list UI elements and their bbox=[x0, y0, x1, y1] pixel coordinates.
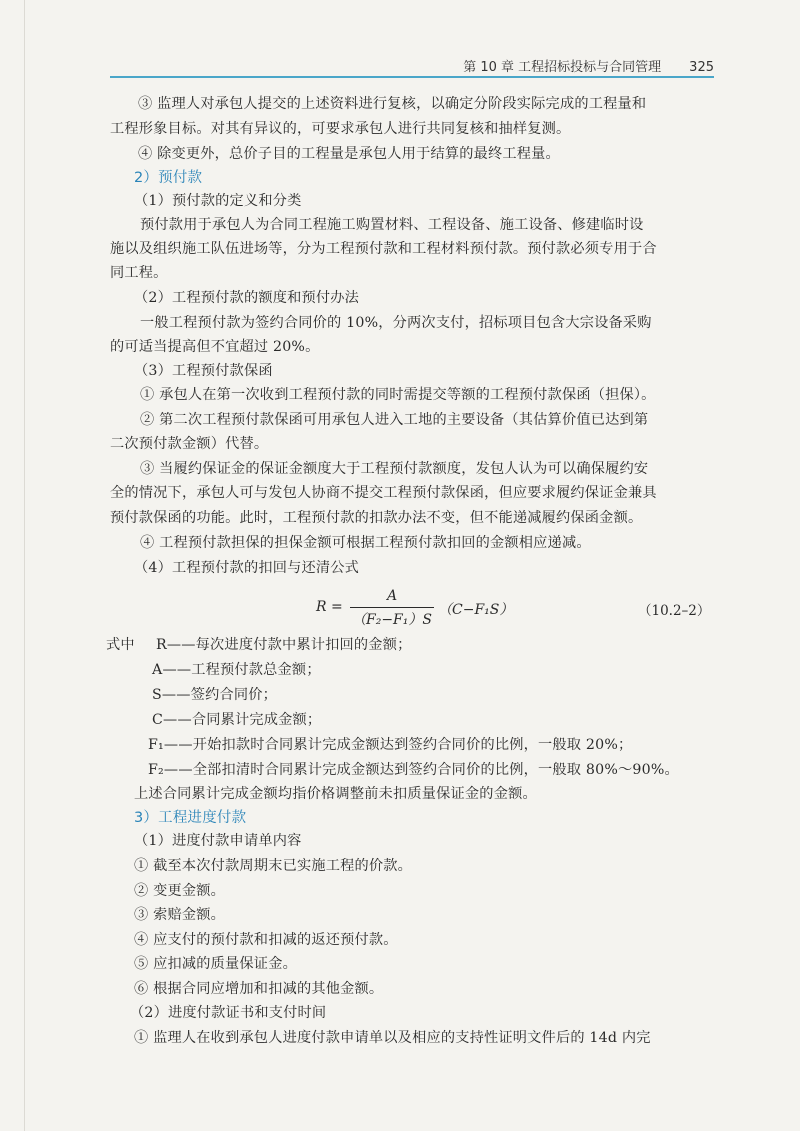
paragraph-line: ② 第二次工程预付款保函可用承包人进入工地的主要设备（其估算价值已达到第 bbox=[140, 412, 649, 428]
definition-item: R——每次进度付款中累计扣回的金额； bbox=[156, 637, 412, 653]
paragraph-line: 一般工程预付款为签约合同价的 10%，分两次支付，招标项目包含大宗设备采购 bbox=[140, 315, 652, 331]
list-item: ⑤ 应扣减的质量保证金。 bbox=[134, 956, 297, 972]
formula-multiplier: （C−F₁S） bbox=[438, 602, 514, 618]
section-heading: 3）工程进度付款 bbox=[134, 810, 247, 826]
chapter-header bbox=[463, 56, 714, 75]
definition-item: C——合同累计完成金额； bbox=[152, 712, 322, 728]
list-item: ⑥ 根据合同应增加和扣减的其他金额。 bbox=[134, 981, 384, 997]
subsection-heading: （4）工程预付款的扣回与还清公式 bbox=[134, 560, 360, 576]
paragraph-line: 施以及组织施工队伍进场等，分为工程预付款和工程材料预付款。预付款必须专用于合 bbox=[110, 241, 657, 257]
paragraph-line: ③ 当履约保证金的保证金额度大于工程预付款额度，发包人认为可以确保履约安 bbox=[140, 461, 649, 477]
paragraph-line: 二次预付款金额）代替。 bbox=[110, 436, 269, 452]
list-item: ① 截至本次付款周期末已实施工程的价款。 bbox=[134, 858, 413, 874]
paragraph-line: 预付款用于承包人为合同工程施工购置材料、工程设备、施工设备、修建临时设 bbox=[140, 217, 644, 233]
paragraph-line: ① 承包人在第一次收到工程预付款的同时需提交等额的工程预付款保函（担保）。 bbox=[140, 387, 656, 403]
subsection-heading: （1）预付款的定义和分类 bbox=[134, 193, 302, 209]
running-header bbox=[110, 50, 714, 76]
paragraph-line: ④ 除变更外，总价子目的工程量是承包人用于结算的最终工程量。 bbox=[138, 146, 560, 162]
definition-item: F₂——全部扣清时合同累计完成金额达到签约合同价的比例，一般取 80%～90%。 bbox=[148, 762, 679, 778]
paragraph-line: 同工程。 bbox=[110, 265, 168, 281]
equation-number: （10.2–2） bbox=[638, 603, 711, 619]
list-item: ③ 索赔金额。 bbox=[134, 907, 226, 923]
subsection-heading: （1）进度付款申请单内容 bbox=[134, 833, 302, 849]
paragraph-line: 全的情况下，承包人可与发包人协商不提交工程预付款保函，但应要求履约保证金兼具 bbox=[110, 485, 657, 501]
paragraph-line: ④ 工程预付款担保的担保金额可根据工程预付款扣回的金额相应递减。 bbox=[140, 535, 591, 551]
paragraph-line: ③ 监理人对承包人提交的上述资料进行复核，以确定分阶段实际完成的工程量和 bbox=[138, 96, 647, 112]
paragraph-line: 的可适当提高但不宜超过 20%。 bbox=[110, 339, 320, 355]
binding-margin-line bbox=[24, 0, 25, 1131]
definitions-lead: 式中 bbox=[106, 637, 135, 653]
header-rule bbox=[110, 76, 714, 78]
paragraph-line: 上述合同累计完成金额均指价格调整前未扣质量保证金的金额。 bbox=[134, 786, 537, 802]
paragraph-line: ① 监理人在收到承包人进度付款申请单以及相应的支持性证明文件后的 14d 内完 bbox=[134, 1030, 651, 1046]
chapter-title: 第 10 章 工程招标投标与合同管理 bbox=[463, 60, 662, 75]
formula-numerator: A bbox=[386, 588, 398, 604]
formula-10-2-2 bbox=[300, 586, 560, 632]
definition-item: F₁——开始扣款时合同累计完成金额达到签约合同价的比例，一般取 20%； bbox=[148, 737, 633, 753]
page-number: 325 bbox=[689, 60, 714, 75]
paragraph-line: 工程形象目标。对其有异议的，可要求承包人进行共同复核和抽样复测。 bbox=[110, 121, 571, 137]
subsection-heading: （3）工程预付款保函 bbox=[134, 363, 273, 379]
definition-item: A——工程预付款总金额； bbox=[152, 662, 321, 678]
paragraph-line: 预付款保函的功能。此时，工程预付款的扣款办法不变，但不能递减履约保函金额。 bbox=[110, 510, 643, 526]
list-item: ④ 应支付的预付款和扣减的返还预付款。 bbox=[134, 932, 398, 948]
formula-fraction bbox=[350, 586, 434, 630]
subsection-heading: （2）进度付款证书和支付时间 bbox=[130, 1005, 327, 1021]
definition-item: S——签约合同价； bbox=[152, 687, 278, 703]
list-item: ② 变更金额。 bbox=[134, 883, 226, 899]
formula-lhs: R = bbox=[316, 599, 343, 615]
section-heading: 2）预付款 bbox=[134, 170, 203, 186]
subsection-heading: （2）工程预付款的额度和预付办法 bbox=[134, 290, 360, 306]
formula-denominator: （F₂−F₁）S bbox=[352, 612, 432, 628]
